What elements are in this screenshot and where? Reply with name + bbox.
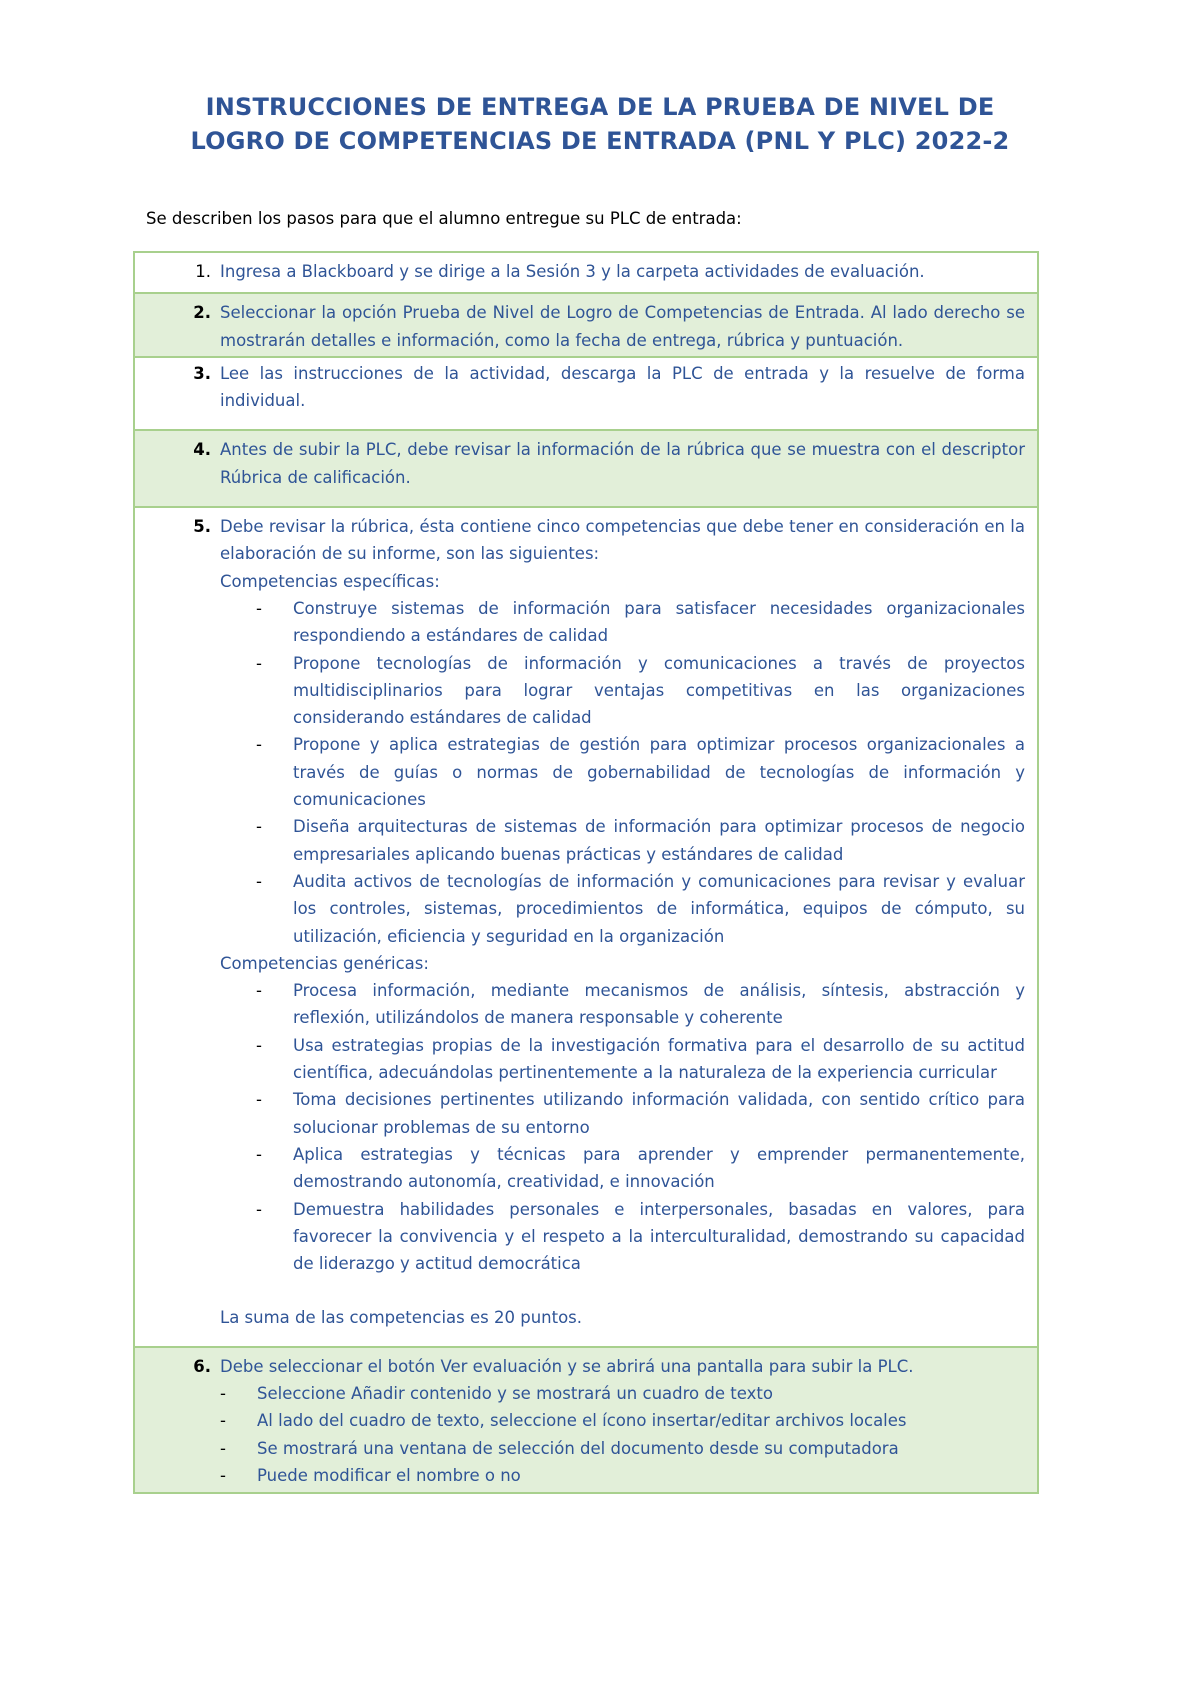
- step-text: Antes de subir la PLC, debe revisar la información de la rúbrica que se muestra con el descriptor Rúbrica de calificación.: [220, 440, 1025, 487]
- step-row-1: [135, 253, 1037, 292]
- title-line-1: INSTRUCCIONES DE ENTREGA DE LA PRUEBA DE NIVEL DE: [205, 93, 995, 121]
- list-item: [220, 813, 1025, 868]
- dash-bullet: -: [256, 817, 262, 837]
- list-item-text: Propone tecnologías de información y comunicaciones a través de proyectos multidisciplinarios para lograr ventajas competitivas en las organizaciones considerando estándares de calidad: [293, 653, 1025, 728]
- generic-competencies-list: [220, 977, 1025, 1277]
- list-item: [220, 868, 1025, 950]
- dash-bullet: -: [256, 1199, 262, 1219]
- list-item: [220, 1086, 1025, 1141]
- list-item: [220, 1032, 1025, 1087]
- dash-bullet: -: [220, 1465, 226, 1485]
- list-item-text: Seleccione Añadir contenido y se mostrará un cuadro de texto: [257, 1383, 773, 1403]
- list-item-text: Al lado del cuadro de texto, seleccione el ícono insertar/editar archivos locales: [257, 1411, 907, 1431]
- step-row-3: [135, 356, 1037, 430]
- list-item: [220, 1380, 1025, 1407]
- list-item-text: Demuestra habilidades personales e interpersonales, basadas en valores, para favorecer la convivencia y el respeto a la interculturalidad, demostrando su capacidad de liderazgo y actitud democrática: [293, 1199, 1025, 1274]
- list-item: [220, 595, 1025, 650]
- list-item-text: Procesa información, mediante mecanismos de análisis, síntesis, abstracción y reflexión, utilizándolos de manera responsable y coherente: [293, 981, 1025, 1028]
- step-number: 1.: [195, 262, 211, 281]
- list-item: [220, 1407, 1025, 1434]
- spacer: [220, 1277, 1025, 1304]
- step-number: 3.: [193, 363, 211, 383]
- step-row-4: [135, 429, 1037, 506]
- list-item-text: Audita activos de tecnologías de información y comunicaciones para revisar y evaluar los controles, sistemas, procedimientos de informática, equipos de cómputo, su utilización, eficiencia y seguridad en la organización: [293, 871, 1025, 946]
- list-item-text: Propone y aplica estrategias de gestión para optimizar procesos organizacionales a través de guías o normas de gobernabilidad de tecnologías de información y comunicaciones: [293, 735, 1025, 810]
- step-number: 4.: [193, 440, 211, 460]
- step-row-2: [135, 292, 1037, 356]
- list-item: [220, 731, 1025, 813]
- generic-competencies-heading: Competencias genéricas:: [220, 953, 429, 973]
- step-text: Seleccionar la opción Prueba de Nivel de Logro de Competencias de Entrada. Al lado derecho se mostrarán detalles e información, como la fecha de entrega, rúbrica y puntuación.: [220, 303, 1025, 350]
- step-text: Debe revisar la rúbrica, ésta contiene cinco competencias que debe tener en consideración en la elaboración de su informe, son las siguientes:: [220, 517, 1025, 564]
- steps-table: [133, 251, 1039, 1494]
- dash-bullet: -: [220, 1411, 226, 1431]
- dash-bullet: -: [256, 1035, 262, 1055]
- list-item-text: Puede modificar el nombre o no: [257, 1465, 521, 1485]
- upload-substeps-list: [220, 1380, 1025, 1489]
- specific-competencies-heading: Competencias específicas:: [220, 571, 440, 591]
- step-text: Lee las instrucciones de la actividad, descarga la PLC de entrada y la resuelve de forma individual.: [220, 363, 1025, 411]
- list-item: [220, 977, 1025, 1032]
- dash-bullet: -: [256, 1144, 262, 1164]
- intro-text: Se describen los pasos para que el alumno entregue su PLC de entrada:: [146, 209, 742, 228]
- dash-bullet: -: [220, 1383, 226, 1403]
- document-title: [100, 90, 1100, 158]
- title-line-2: LOGRO DE COMPETENCIAS DE ENTRADA (PNL Y PLC) 2022-2: [190, 127, 1010, 155]
- dash-bullet: -: [256, 598, 262, 618]
- step-number: 6.: [193, 1356, 211, 1376]
- specific-competencies-list: [220, 595, 1025, 950]
- list-item-text: Construye sistemas de información para satisfacer necesidades organizacionales respondiendo a estándares de calidad: [293, 598, 1025, 646]
- step-number: 2.: [193, 303, 211, 323]
- list-item-text: Diseña arquitecturas de sistemas de información para optimizar procesos de negocio empresariales aplicando buenas prácticas y estándares de calidad: [293, 817, 1025, 864]
- list-item: [220, 1462, 1025, 1489]
- dash-bullet: -: [256, 1090, 262, 1110]
- step-text: Debe seleccionar el botón Ver evaluación y se abrirá una pantalla para subir la PLC.: [220, 1356, 914, 1376]
- dash-bullet: -: [220, 1438, 226, 1458]
- list-item-text: Se mostrará una ventana de selección del documento desde su computadora: [257, 1438, 899, 1458]
- dash-bullet: -: [256, 981, 262, 1001]
- list-item: [220, 1435, 1025, 1462]
- list-item: [220, 650, 1025, 732]
- dash-bullet: -: [256, 871, 262, 891]
- list-item: [220, 1196, 1025, 1278]
- step-text: Ingresa a Blackboard y se dirige a la Sesión 3 y la carpeta actividades de evaluación.: [220, 262, 925, 281]
- step-row-6: [135, 1346, 1037, 1492]
- step-number: 5.: [193, 517, 211, 537]
- list-item: [220, 1141, 1025, 1196]
- competencies-summary: La suma de las competencias es 20 puntos.: [220, 1308, 583, 1328]
- list-item-text: Toma decisiones pertinentes utilizando información validada, con sentido crítico para solucionar problemas de su entorno: [293, 1090, 1025, 1137]
- dash-bullet: -: [256, 653, 262, 673]
- dash-bullet: -: [256, 735, 262, 755]
- step-row-5: [135, 506, 1037, 1346]
- list-item-text: Aplica estrategias y técnicas para aprender y emprender permanentemente, demostrando autonomía, creatividad, e innovación: [293, 1144, 1025, 1192]
- list-item-text: Usa estrategias propias de la investigación formativa para el desarrollo de su actitud científica, adecuándolas pertinentemente a la naturaleza de la experiencia curricular: [293, 1035, 1025, 1083]
